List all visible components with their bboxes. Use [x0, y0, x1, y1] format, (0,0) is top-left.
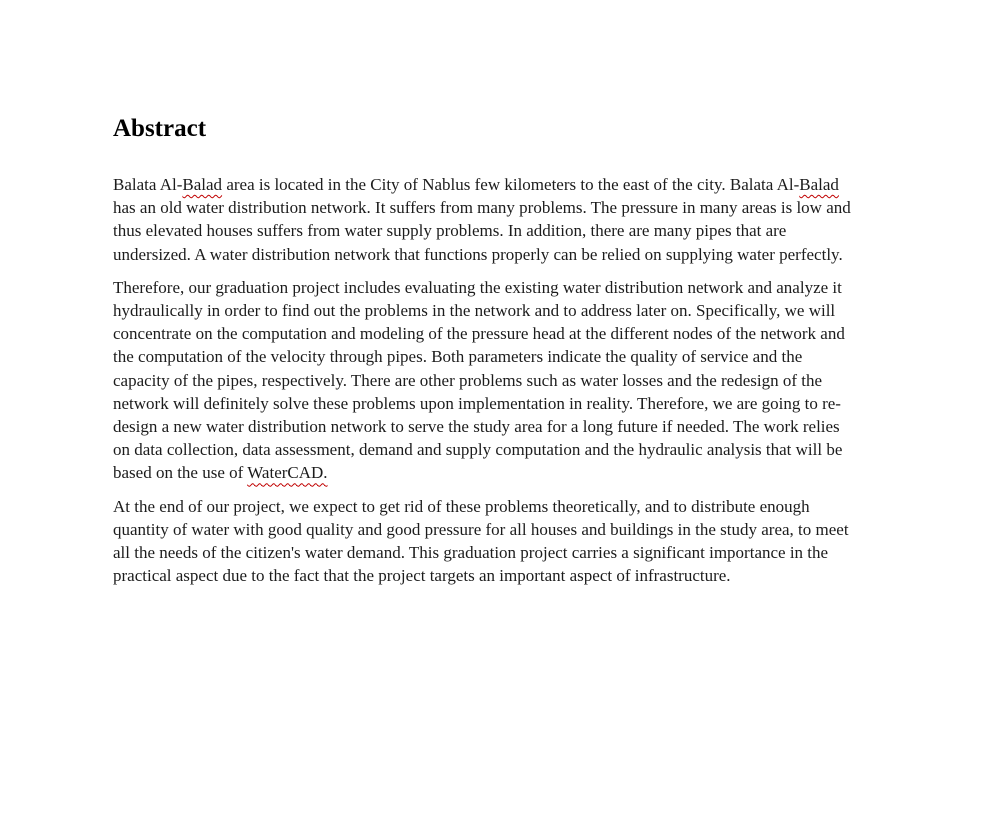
- misspelled-word[interactable]: Balad: [799, 175, 839, 194]
- paragraph[interactable]: [113, 173, 859, 266]
- paragraph[interactable]: [113, 495, 859, 588]
- text-run[interactable]: Therefore, our graduation project includes evaluating the existing water distribution network and analyze it hydraulically in order to find out the problems in the network and to address later on. Specifically, we will concentrate on the computation and modeling of the pressure head at the different nodes of the network and the computation of the velocity through pipes. Both parameters indicate the quality of service and the capacity of the pipes, respectively. There are other problems such as water losses and the redesign of the network will definitely solve these problems upon implementation in reality. Therefore, we are going to re-design a new water distribution network to serve the study area for a long future if needed. The work relies on data collection, data assessment, demand and supply computation and the hydraulic analysis that will be based on the use of: [113, 277, 845, 483]
- abstract-heading[interactable]: Abstract: [113, 115, 207, 142]
- misspelled-word[interactable]: Balad: [182, 175, 223, 194]
- paragraph[interactable]: [113, 276, 859, 485]
- document-content[interactable]: [113, 112, 859, 597]
- document-body[interactable]: [113, 173, 859, 587]
- text-run[interactable]: has an old water distribution network. It suffers from many problems. The pressure in many areas is low and thus elevated houses suffers from water supply problems. In addition, there are many pipes that are undersized. A water distribution network that functions properly can be relied on supplying water perfectly.: [113, 198, 851, 264]
- misspelled-word[interactable]: WaterCAD.: [247, 463, 328, 483]
- text-run[interactable]: area is located in the City of Nablus few kilometers to the east of the city. Balata Al-: [222, 175, 800, 194]
- text-run[interactable]: At the end of our project, we expect to get rid of these problems theoretically, and to distribute enough quantity of water with good quality and good pressure for all houses and buildings in the study area, to meet all the needs of the citizen's water demand. This graduation project carries a significant importance in the practical aspect due to the fact that the project targets an important aspect of infrastructure.: [113, 496, 849, 586]
- text-run[interactable]: Balata Al-: [113, 175, 183, 194]
